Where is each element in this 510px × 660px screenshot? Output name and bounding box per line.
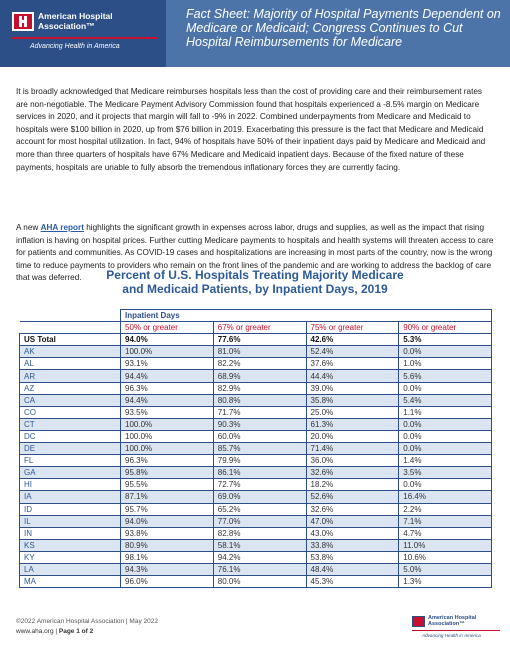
table-cell: 37.6%	[306, 358, 399, 370]
footer-logo-name-line1: American Hospital	[428, 615, 477, 621]
state-code: ID	[20, 503, 121, 515]
table-cell: 96.3%	[121, 455, 214, 467]
table-cell: 95.7%	[121, 503, 214, 515]
table-cell: 11.0%	[399, 539, 492, 551]
footer-page-number: Page 1 of 2	[58, 627, 94, 635]
table-row	[20, 430, 492, 442]
table-cell: 33.8%	[306, 539, 399, 551]
table-cell: 87.1%	[121, 491, 214, 503]
table-cell: 5.0%	[399, 563, 492, 575]
footer-logo-divider	[412, 630, 500, 631]
table-cell: 94.0%	[121, 515, 214, 527]
table-cell: 45.3%	[306, 576, 399, 588]
table-row	[20, 479, 492, 491]
footer-logo-icon	[412, 616, 425, 627]
table-cell: 1.0%	[399, 358, 492, 370]
table-cell: 94.2%	[213, 551, 306, 563]
table-cell: 100.0%	[121, 346, 214, 358]
table-cell: 0.0%	[399, 443, 492, 455]
table-cell: 3.5%	[399, 467, 492, 479]
table-cell: 2.2%	[399, 503, 492, 515]
table-cell: 7.1%	[399, 515, 492, 527]
state-code: AZ	[20, 382, 121, 394]
table-cell: 0.0%	[399, 430, 492, 442]
table-cell: 82.2%	[213, 358, 306, 370]
page-footer	[16, 617, 158, 636]
table-column-header-row	[20, 322, 492, 334]
logo-name-line1: American Hospital	[38, 11, 113, 21]
column-header: 67% or greater	[213, 322, 306, 334]
state-code: FL	[20, 455, 121, 467]
table-cell: 61.3%	[306, 418, 399, 430]
table-row	[20, 539, 492, 551]
table-row	[20, 527, 492, 539]
table-row	[20, 503, 492, 515]
table-corner-cell	[20, 310, 121, 322]
table-cell: 0.0%	[399, 479, 492, 491]
state-code: CT	[20, 418, 121, 430]
footer-logo-tagline: Advancing Health in America	[422, 633, 481, 638]
table-cell: 4.7%	[399, 527, 492, 539]
table-row	[20, 491, 492, 503]
state-code: KS	[20, 539, 121, 551]
table-cell: 79.9%	[213, 455, 306, 467]
table-row	[20, 406, 492, 418]
state-code: CO	[20, 406, 121, 418]
table-title-line1: Percent of U.S. Hospitals Treating Majority Medicare	[106, 268, 404, 282]
table-cell: 35.8%	[306, 394, 399, 406]
table-cell: 0.0%	[399, 418, 492, 430]
aha-logo-icon	[12, 12, 34, 31]
column-header: 90% or greater	[399, 322, 492, 334]
header-banner	[0, 0, 510, 67]
state-code: AK	[20, 346, 121, 358]
table-cell: 1.1%	[399, 406, 492, 418]
footer-logo-name-line2: Association™	[428, 621, 465, 627]
table-cell: 93.1%	[121, 358, 214, 370]
table-cell: 82.8%	[213, 527, 306, 539]
group-header-inpatient-days: Inpatient Days	[121, 310, 492, 322]
state-code: IN	[20, 527, 121, 539]
table-cell: 20.0%	[306, 430, 399, 442]
state-code: MA	[20, 576, 121, 588]
table-cell: 100.0%	[121, 418, 214, 430]
table-cell: 5.6%	[399, 370, 492, 382]
table-cell: 93.8%	[121, 527, 214, 539]
total-cell: 5.3%	[399, 334, 492, 346]
table-cell: 52.6%	[306, 491, 399, 503]
table-cell: 95.5%	[121, 479, 214, 491]
table-cell: 1.3%	[399, 576, 492, 588]
table-cell: 68.9%	[213, 370, 306, 382]
table-cell: 10.6%	[399, 551, 492, 563]
total-cell: 94.0%	[121, 334, 214, 346]
total-label: US Total	[20, 334, 121, 346]
logo-name	[38, 12, 158, 31]
table-cell: 48.4%	[306, 563, 399, 575]
table-title-line2: and Medicaid Patients, by Inpatient Days, 2019	[122, 282, 388, 296]
aha-report-link[interactable]: AHA report	[40, 223, 84, 232]
footer-site-link[interactable]: www.aha.org	[16, 627, 54, 635]
column-header: 50% or greater	[121, 322, 214, 334]
table-cell: 85.7%	[213, 443, 306, 455]
logo-divider	[12, 37, 158, 39]
table-cell: 80.0%	[213, 576, 306, 588]
state-code: KY	[20, 551, 121, 563]
table-cell: 86.1%	[213, 467, 306, 479]
table-row	[20, 576, 492, 588]
state-code: CA	[20, 394, 121, 406]
table-title	[80, 268, 430, 296]
state-code: LA	[20, 563, 121, 575]
table-row	[20, 358, 492, 370]
table-row	[20, 370, 492, 382]
table-row	[20, 563, 492, 575]
table-cell: 65.2%	[213, 503, 306, 515]
table-cell: 90.3%	[213, 418, 306, 430]
table-corner-cell	[20, 322, 121, 334]
table-cell: 71.7%	[213, 406, 306, 418]
report-paragraph-prefix: A new	[16, 223, 41, 232]
table-cell: 32.6%	[306, 467, 399, 479]
footer-line2: www.aha.org | Page 1 of 2	[16, 627, 94, 635]
table-cell: 0.0%	[399, 382, 492, 394]
table-cell: 1.4%	[399, 455, 492, 467]
footer-aha-logo	[412, 614, 502, 644]
logo-name-line2: Association™	[38, 20, 95, 31]
state-code: IA	[20, 491, 121, 503]
table-cell: 69.0%	[213, 491, 306, 503]
total-cell: 42.6%	[306, 334, 399, 346]
table-cell: 52.4%	[306, 346, 399, 358]
table-cell: 0.0%	[399, 346, 492, 358]
table-cell: 82.9%	[213, 382, 306, 394]
table-cell: 100.0%	[121, 443, 214, 455]
intro-paragraph: It is broadly acknowledged that Medicare reimburses hospitals less than the cost of providing care and their reimbursement rates are non-negotiable. The Medicare Payment Advisory Commission found that hospitals experienced a -8.5% margin on Medicare services in 2020, and it projects that margin will fall to -9% in 2022. Combined underpayments from Medicare and Medicaid to hospitals were $100 billion in 2020, up from $76 billion in 2019. Exacerbating this pressure is the fact that Medicare and Medicaid account for most hospital utilization. In fact, 94% of hospitals have 50% of their inpatient days paid by Medicare and Medicaid and more than three quarters of hospitals have 67% Medicare and Medicaid inpatient days. Because of the fixed nature of these payments, hospitals are unable to fully absorb the tremendous inflationary forces they are currently facing.	[16, 87, 486, 172]
table-cell: 36.0%	[306, 455, 399, 467]
table-cell: 94.3%	[121, 563, 214, 575]
table-row	[20, 443, 492, 455]
table-row	[20, 346, 492, 358]
footer-copyright: ©2022 American Hospital Association | May 2022	[16, 618, 158, 625]
table-cell: 94.4%	[121, 394, 214, 406]
table-cell: 93.5%	[121, 406, 214, 418]
state-code: IL	[20, 515, 121, 527]
state-code: HI	[20, 479, 121, 491]
table-cell: 58.1%	[213, 539, 306, 551]
table-cell: 16.4%	[399, 491, 492, 503]
table-cell: 76.1%	[213, 563, 306, 575]
table-row	[20, 455, 492, 467]
table-cell: 77.0%	[213, 515, 306, 527]
logo-tagline: Advancing Health in America	[30, 43, 120, 50]
table-row	[20, 382, 492, 394]
table-group-row	[20, 310, 492, 322]
table-cell: 96.0%	[121, 576, 214, 588]
state-code: DC	[20, 430, 121, 442]
table-row	[20, 515, 492, 527]
table-cell: 72.7%	[213, 479, 306, 491]
table-cell: 18.2%	[306, 479, 399, 491]
table-cell: 53.8%	[306, 551, 399, 563]
aha-logo[interactable]	[0, 0, 166, 67]
table-cell: 81.0%	[213, 346, 306, 358]
table-cell: 32.6%	[306, 503, 399, 515]
page-title: Fact Sheet: Majority of Hospital Payments Dependent on Medicare or Medicaid; Congress Continues to Cut Hospital Reimbursements for Medicare	[186, 7, 501, 49]
table-cell: 25.0%	[306, 406, 399, 418]
state-code: DE	[20, 443, 121, 455]
table-cell: 39.0%	[306, 382, 399, 394]
table-cell: 5.4%	[399, 394, 492, 406]
table-cell: 94.4%	[121, 370, 214, 382]
table-cell: 100.0%	[121, 430, 214, 442]
table-cell: 44.4%	[306, 370, 399, 382]
state-code: AL	[20, 358, 121, 370]
state-code: AR	[20, 370, 121, 382]
table-cell: 80.8%	[213, 394, 306, 406]
table-row	[20, 551, 492, 563]
table-cell: 98.1%	[121, 551, 214, 563]
table-cell: 43.0%	[306, 527, 399, 539]
table-cell: 96.3%	[121, 382, 214, 394]
table-total-row	[20, 334, 492, 346]
table-row	[20, 418, 492, 430]
table-cell: 71.4%	[306, 443, 399, 455]
table-cell: 80.9%	[121, 539, 214, 551]
total-cell: 77.6%	[213, 334, 306, 346]
report-paragraph-text: highlights the significant growth in expenses across labor, drugs and supplies, as well as the impact that rising inflation is having on hospital prices. Further cutting Medicare payments to hospitals and health systems will threaten access to care for patients and communities. As COVID-19 cases and hospitalizations are increasing in most parts of the country, now is the wrong time to reduce payments to providers who remain on the front lines of the pandemic and are working to address the backlog of care that was deferred.	[16, 223, 494, 283]
column-header: 75% or greater	[306, 322, 399, 334]
footer-logo-name	[428, 615, 476, 627]
table-cell: 60.0%	[213, 430, 306, 442]
table-row	[20, 467, 492, 479]
table-row	[20, 394, 492, 406]
state-code: GA	[20, 467, 121, 479]
table-cell: 47.0%	[306, 515, 399, 527]
hospital-percent-table	[19, 309, 492, 588]
table-cell: 95.8%	[121, 467, 214, 479]
